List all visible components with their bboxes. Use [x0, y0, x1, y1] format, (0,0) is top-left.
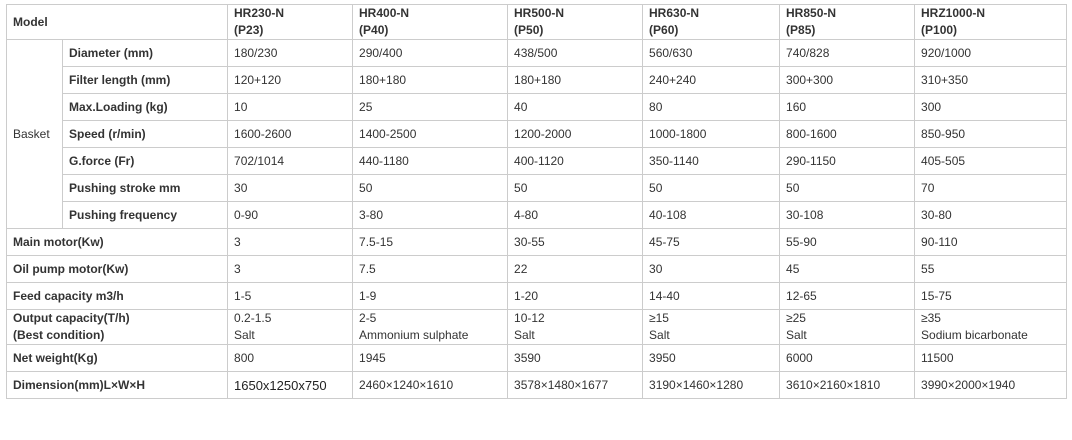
table-cell: 1650x1250x750	[228, 372, 353, 399]
table-cell: 22	[508, 256, 643, 283]
model-cell: HR850-N (P85)	[780, 5, 915, 40]
table-cell: 50	[353, 175, 508, 202]
table-cell: 702/1014	[228, 148, 353, 175]
table-cell: 10-12 Salt	[508, 310, 643, 345]
table-cell: 850-950	[915, 121, 1067, 148]
model-cell: HR400-N (P40)	[353, 5, 508, 40]
table-cell: 1000-1800	[643, 121, 780, 148]
table-cell: ≥15 Salt	[643, 310, 780, 345]
table-cell: 3-80	[353, 202, 508, 229]
table-cell: 55	[915, 256, 1067, 283]
table-cell: 55-90	[780, 229, 915, 256]
row-label: Main motor(Kw)	[7, 229, 228, 256]
table-cell: 7.5-15	[353, 229, 508, 256]
table-cell: 45	[780, 256, 915, 283]
basket-row	[7, 202, 1067, 229]
table-cell: ≥25 Salt	[780, 310, 915, 345]
table-cell: 560/630	[643, 40, 780, 67]
table-cell: 30	[228, 175, 353, 202]
basket-row	[7, 94, 1067, 121]
spec-table	[6, 4, 1067, 399]
table-cell: 30-108	[780, 202, 915, 229]
table-cell: 3190×1460×1280	[643, 372, 780, 399]
table-cell: 50	[780, 175, 915, 202]
row-label: Pushing frequency	[63, 202, 228, 229]
table-cell: 45-75	[643, 229, 780, 256]
table-cell: 1600-2600	[228, 121, 353, 148]
table-cell: 70	[915, 175, 1067, 202]
table-cell: 290-1150	[780, 148, 915, 175]
table-cell: 7.5	[353, 256, 508, 283]
table-cell: 290/400	[353, 40, 508, 67]
table-cell: 120+120	[228, 67, 353, 94]
table-cell: 3990×2000×1940	[915, 372, 1067, 399]
table-cell: 1-9	[353, 283, 508, 310]
table-cell: 10	[228, 94, 353, 121]
table-cell: 3610×2160×1810	[780, 372, 915, 399]
row-label: Oil pump motor(Kw)	[7, 256, 228, 283]
table-cell: 6000	[780, 345, 915, 372]
table-cell: 160	[780, 94, 915, 121]
table-cell: 3590	[508, 345, 643, 372]
table-cell: 15-75	[915, 283, 1067, 310]
row-label: Output capacity(T/h) (Best condition)	[7, 310, 228, 345]
row-label: Pushing stroke mm	[63, 175, 228, 202]
row-label: Speed (r/min)	[63, 121, 228, 148]
row-label: Filter length (mm)	[63, 67, 228, 94]
table-cell: 50	[643, 175, 780, 202]
table-cell: 350-1140	[643, 148, 780, 175]
table-cell: 80	[643, 94, 780, 121]
basket-group-label: Basket	[7, 40, 63, 229]
basket-row	[7, 67, 1067, 94]
basket-row	[7, 40, 1067, 67]
table-cell: 1945	[353, 345, 508, 372]
table-cell: 30-55	[508, 229, 643, 256]
table-cell: 0.2-1.5 Salt	[228, 310, 353, 345]
table-cell: 11500	[915, 345, 1067, 372]
table-cell: 3578×1480×1677	[508, 372, 643, 399]
basket-row	[7, 121, 1067, 148]
table-cell: 12-65	[780, 283, 915, 310]
table-cell: 2-5 Ammonium sulphate	[353, 310, 508, 345]
table-cell: 740/828	[780, 40, 915, 67]
table-cell: 300	[915, 94, 1067, 121]
table-cell: 920/1000	[915, 40, 1067, 67]
table-cell: 1-5	[228, 283, 353, 310]
table-cell: 50	[508, 175, 643, 202]
row-label: Net weight(Kg)	[7, 345, 228, 372]
row-label: Dimension(mm)L×W×H	[7, 372, 228, 399]
table-cell: 180+180	[508, 67, 643, 94]
table-cell: 1-20	[508, 283, 643, 310]
net-weight-row	[7, 345, 1067, 372]
row-label: Max.Loading (kg)	[63, 94, 228, 121]
model-cell: HR230-N (P23)	[228, 5, 353, 40]
table-cell: 1200-2000	[508, 121, 643, 148]
table-cell: 14-40	[643, 283, 780, 310]
table-cell: ≥35 Sodium bicarbonate	[915, 310, 1067, 345]
table-cell: 4-80	[508, 202, 643, 229]
table-cell: 2460×1240×1610	[353, 372, 508, 399]
table-cell: 3950	[643, 345, 780, 372]
table-cell: 400-1120	[508, 148, 643, 175]
model-cell: HR500-N (P50)	[508, 5, 643, 40]
table-cell: 3	[228, 229, 353, 256]
output-capacity-row	[7, 310, 1067, 345]
table-cell: 438/500	[508, 40, 643, 67]
header-row	[7, 5, 1067, 40]
table-cell: 30	[643, 256, 780, 283]
table-cell: 180/230	[228, 40, 353, 67]
table-cell: 1400-2500	[353, 121, 508, 148]
row-label: G.force (Fr)	[63, 148, 228, 175]
table-cell: 3	[228, 256, 353, 283]
model-cell: HRZ1000-N (P100)	[915, 5, 1067, 40]
model-cell: HR630-N (P60)	[643, 5, 780, 40]
table-row	[7, 229, 1067, 256]
table-cell: 405-505	[915, 148, 1067, 175]
table-cell: 40-108	[643, 202, 780, 229]
table-cell: 300+300	[780, 67, 915, 94]
table-cell: 800	[228, 345, 353, 372]
table-cell: 240+240	[643, 67, 780, 94]
table-cell: 40	[508, 94, 643, 121]
table-cell: 30-80	[915, 202, 1067, 229]
row-label: Diameter (mm)	[63, 40, 228, 67]
table-row	[7, 283, 1067, 310]
table-cell: 800-1600	[780, 121, 915, 148]
dimension-row	[7, 372, 1067, 399]
table-cell: 310+350	[915, 67, 1067, 94]
table-cell: 90-110	[915, 229, 1067, 256]
row-label: Feed capacity m3/h	[7, 283, 228, 310]
table-row	[7, 256, 1067, 283]
table-cell: 0-90	[228, 202, 353, 229]
basket-row	[7, 148, 1067, 175]
table-cell: 440-1180	[353, 148, 508, 175]
table-cell: 25	[353, 94, 508, 121]
model-header: Model	[7, 5, 228, 40]
table-cell: 180+180	[353, 67, 508, 94]
basket-row	[7, 175, 1067, 202]
